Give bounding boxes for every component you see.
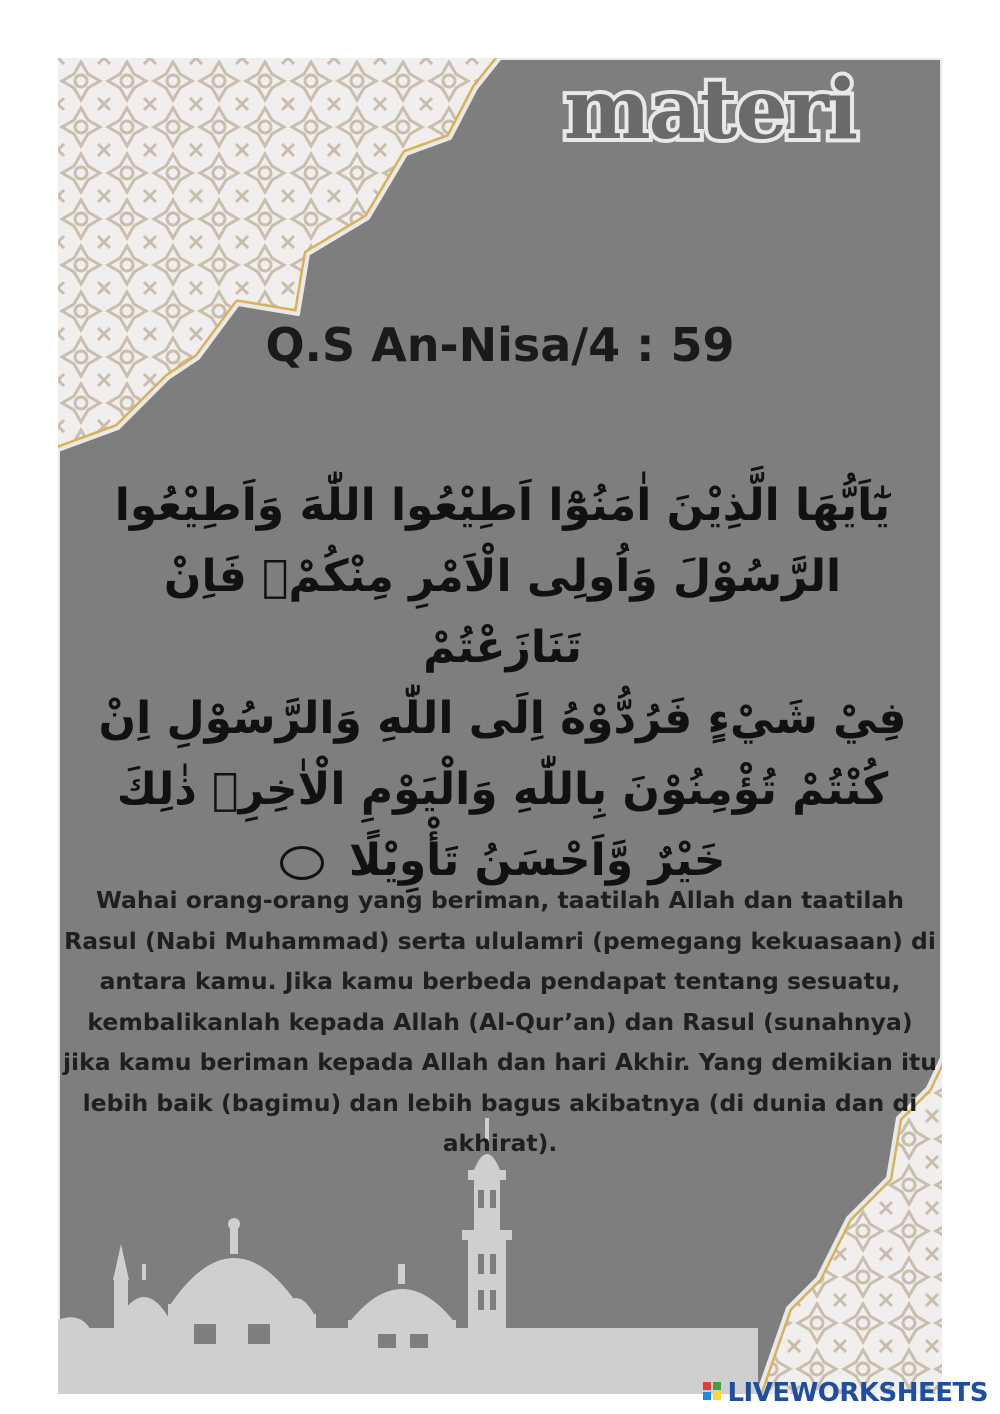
liveworksheets-logo[interactable] [703,1378,988,1408]
brand-name: LIVEWORKSHEETS [727,1378,988,1408]
translation-text: Wahai orang-orang yang beriman, taatilah Allah dan taatilah Rasul (Nabi Muhammad) serta ululamri (pemegang kekuasaan) di antara kamu. Jika kamu berbeda pendapat tentang sesuatu, kembalikanlah kepada Allah (Al-Qur’an) dan Rasul (sunahnya) jika kamu beriman kepada Allah dan hari Akhir. Yang demikian itu lebih baik (bagimu) dan lebih bagus akibatnya (di dunia dan di akhirat). [62,886,938,1157]
arabic-verse [90,470,915,896]
arabic-line: خَيْرٌ وَّاَحْسَنُ تَأْوِيْلًا [348,835,726,886]
materi-label: materi [563,62,857,158]
arabic-line: فِيْ شَيْءٍ فَرُدُّوْهُ اِلَى اللّٰهِ وَالرَّسُوْلِ اِنْ [98,693,907,744]
arabic-line: الرَّسُوْلَ وَاُولِى الْاَمْرِ مِنْكُمْۚ فَاِنْ تَنَازَعْتُمْ [163,551,842,673]
ayah-end-marker-icon [280,846,324,880]
liveworksheets-mark-icon [703,1382,723,1404]
arabic-line: يٰٓاَيُّهَا الَّذِيْنَ اٰمَنُوْٓا اَطِيْعُوا اللّٰهَ وَاَطِيْعُوا [114,480,891,531]
materi-badge [520,62,900,162]
arabic-line: كُنْتُمْ تُؤْمِنُوْنَ بِاللّٰهِ وَالْيَوْمِ الْاٰخِرِۗ ذٰلِكَ [116,764,889,815]
verse-reference: Q.S An-Nisa/4 : 59 [265,318,735,372]
